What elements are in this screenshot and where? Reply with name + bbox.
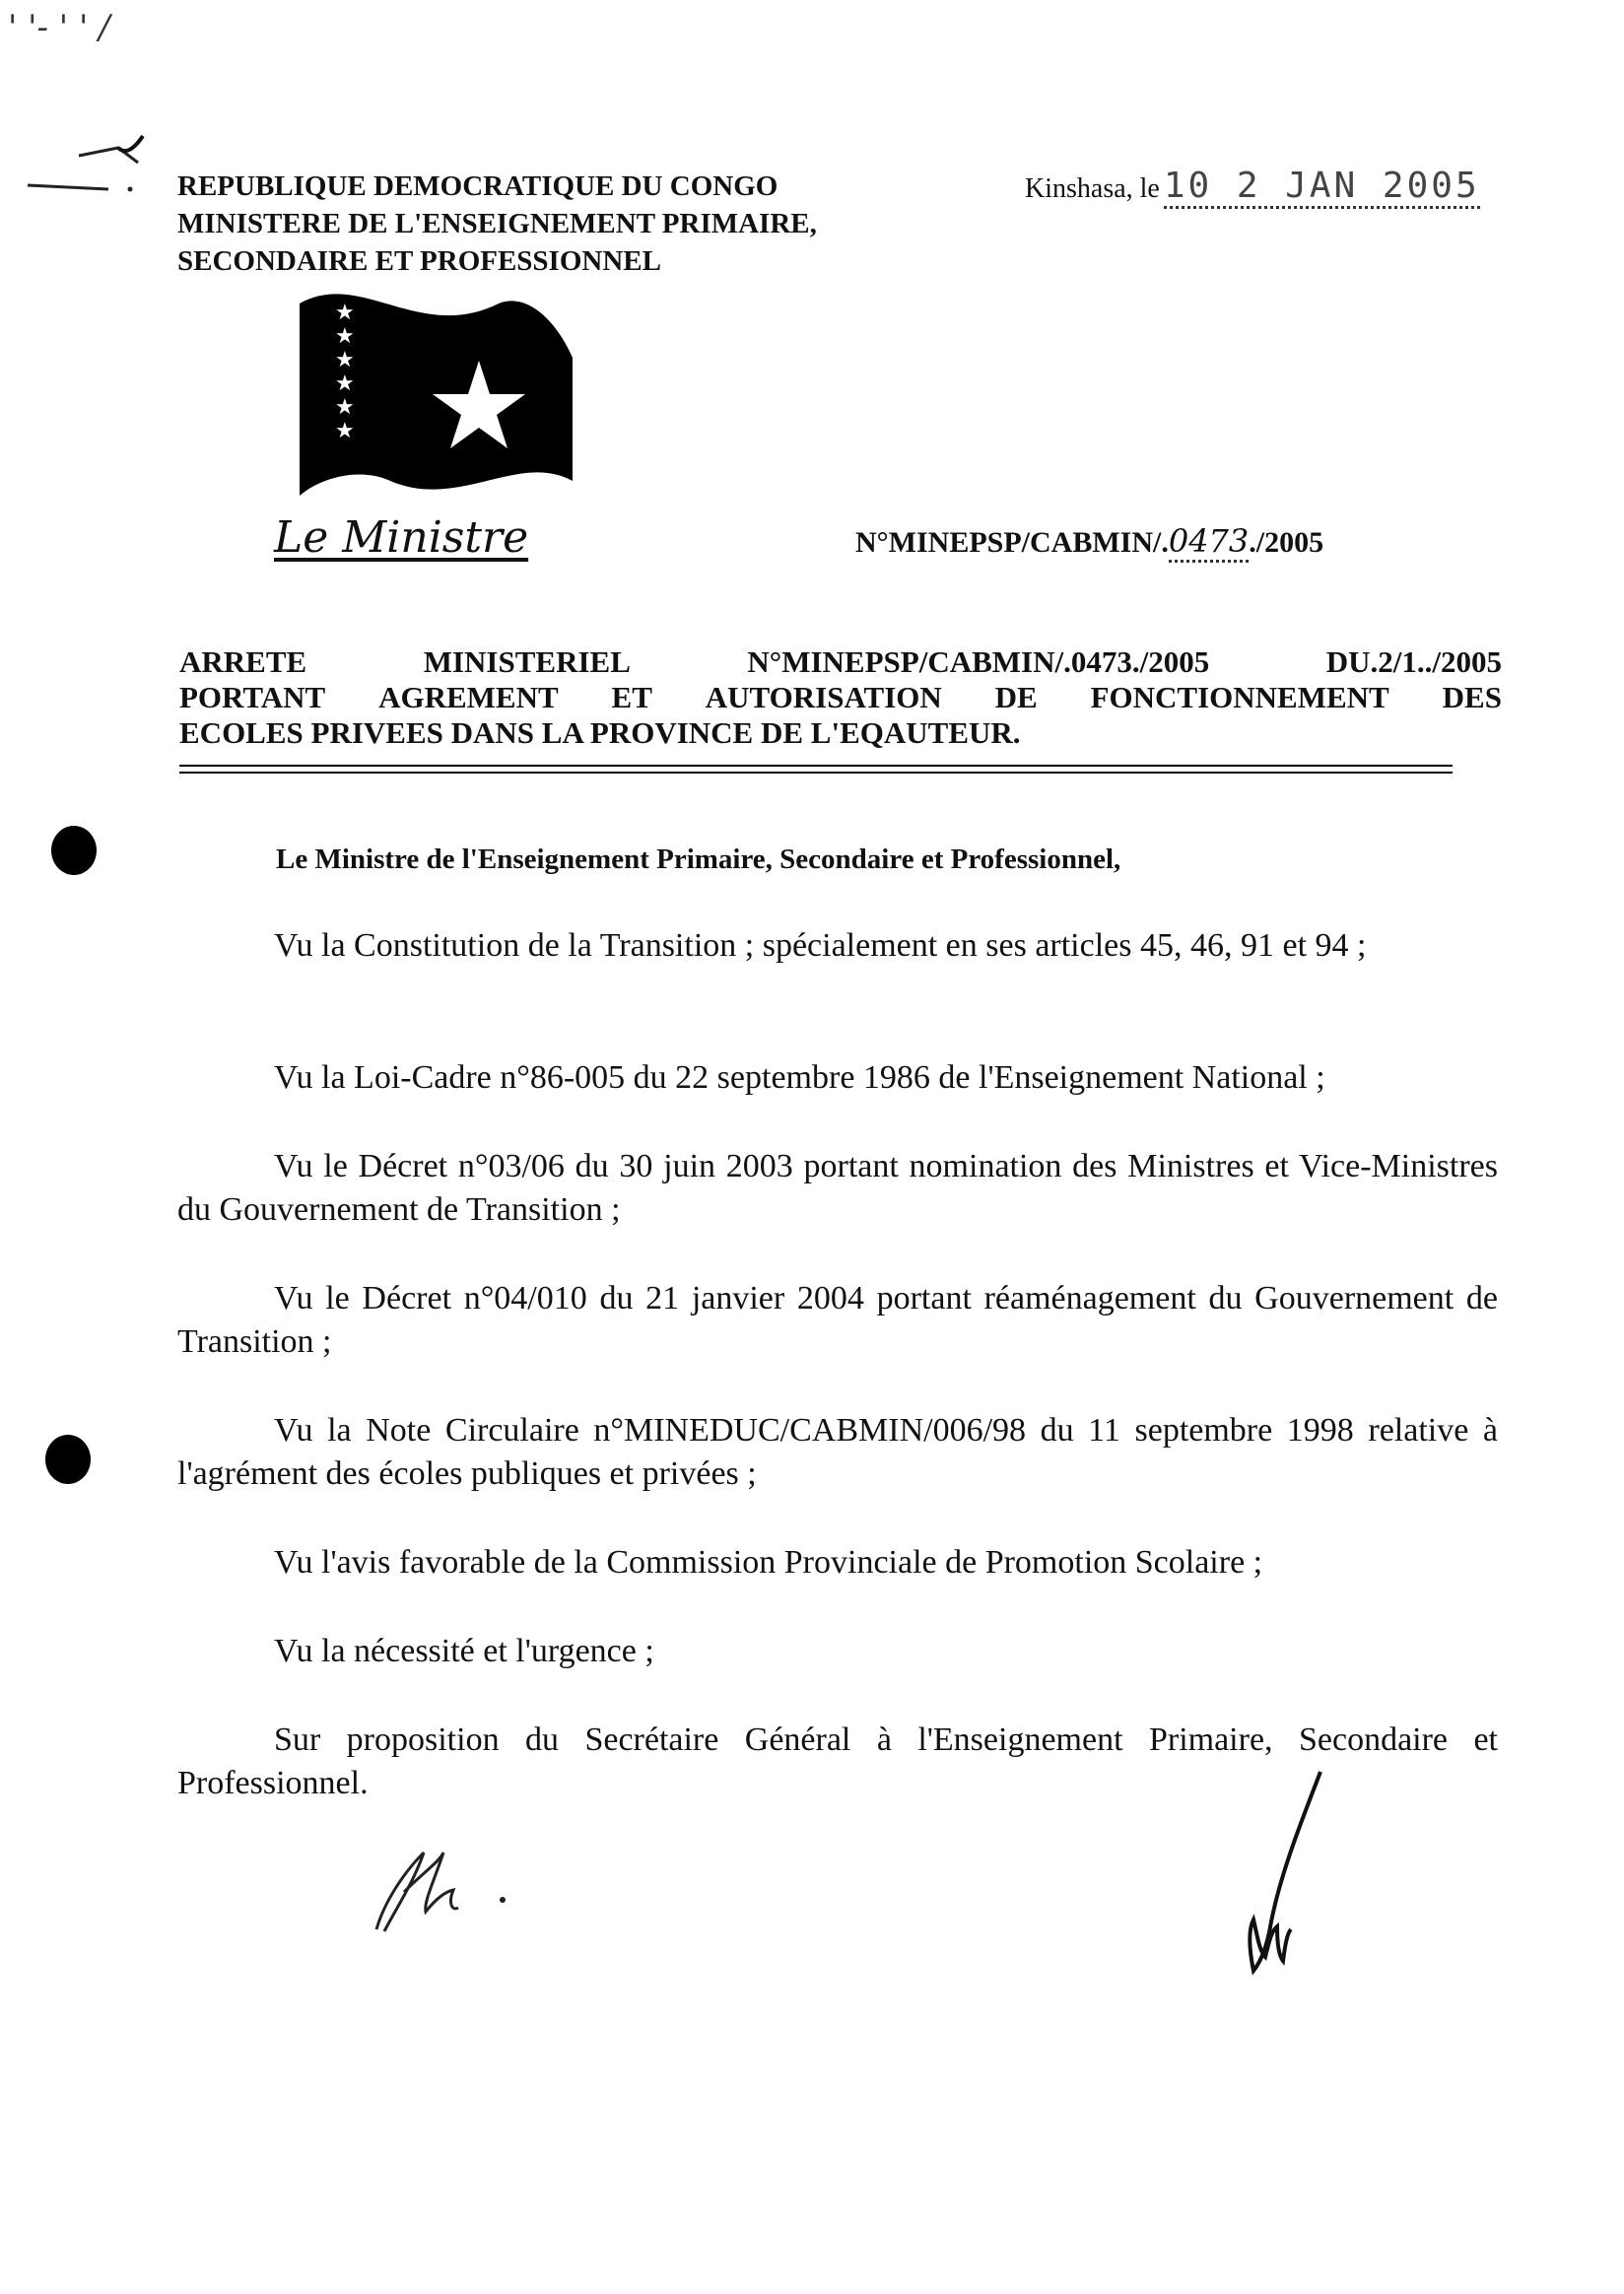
ministry-line-2: SECONDAIRE ET PROFESSIONNEL xyxy=(177,245,661,277)
country-name: REPUBLIQUE DEMOCRATIQUE DU CONGO xyxy=(177,170,778,202)
date-label: Kinshasa, le xyxy=(1025,173,1160,204)
minister-label: Le Ministre xyxy=(274,512,529,563)
signature xyxy=(1202,1764,1340,1981)
paragraph-decret-04010: Vu le Décret n°04/010 du 21 janvier 2004 portant réaménagement du Gouvernement de Transition ; xyxy=(177,1280,1498,1360)
paragraph-constitution: Vu la Constitution de la Transition ; spécialement en ses articles 45, 46, 91 et 94 ; xyxy=(274,927,1367,964)
title-line-2: PORTANT AGREMENT ET AUTORISATION DE FONCTIONNEMENT DES xyxy=(179,680,1502,714)
svg-text:★: ★ xyxy=(335,395,355,420)
punch-hole-bottom xyxy=(45,1435,91,1484)
paragraph-decret-0306: Vu le Décret n°03/06 du 30 juin 2003 portant nomination des Ministres et Vice-Ministres du Gouvernement de Transition ; xyxy=(177,1148,1498,1228)
margin-scribble xyxy=(20,108,158,197)
paragraph-loi-cadre: Vu la Loi-Cadre n°86-005 du 22 septembre 1986 de l'Enseignement National ; xyxy=(274,1059,1325,1096)
title-double-rule xyxy=(179,765,1453,774)
punch-hole-top xyxy=(51,826,97,875)
svg-text:★: ★ xyxy=(335,324,355,349)
svg-text:★: ★ xyxy=(335,419,355,443)
svg-text:★: ★ xyxy=(335,348,355,372)
svg-text:★: ★ xyxy=(335,301,355,325)
title-line-3: ECOLES PRIVEES DANS LA PROVINCE DE L'EQAUTEUR. xyxy=(179,715,1021,750)
svg-text:★: ★ xyxy=(335,371,355,396)
top-left-marks: ' '- ' ' / xyxy=(8,8,110,47)
minister-intro: Le Ministre de l'Enseignement Primaire, Secondaire et Professionnel, xyxy=(276,843,1121,875)
ministry-line-1: MINISTERE DE L'ENSEIGNEMENT PRIMAIRE, xyxy=(177,208,817,239)
reference-number: N°MINEPSP/CABMIN/.0473./2005 xyxy=(855,522,1323,560)
date-block xyxy=(1025,166,1480,206)
title-line-1: ARRETE MINISTERIEL N°MINEPSP/CABMIN/.0473./2005 DU.2/1../2005 xyxy=(179,644,1502,679)
handwritten-initials xyxy=(365,1833,532,1941)
paragraph-necessite: Vu la nécessité et l'urgence ; xyxy=(274,1633,654,1669)
decree-title xyxy=(179,644,1502,751)
flag-emblem xyxy=(292,284,587,510)
paragraph-proposition: Sur proposition du Secrétaire Général à l'Enseignement Primaire, Secondaire et Professionnel. xyxy=(177,1721,1498,1801)
paragraph-avis-favorable: Vu l'avis favorable de la Commission Provinciale de Promotion Scolaire ; xyxy=(274,1544,1263,1581)
date-stamp: 10 2 JAN 2005 xyxy=(1164,166,1480,209)
paragraph-note-circulaire: Vu la Note Circulaire n°MINEDUC/CABMIN/006/98 du 11 septembre 1998 relative à l'agrément des écoles publiques et privées ; xyxy=(177,1412,1498,1492)
